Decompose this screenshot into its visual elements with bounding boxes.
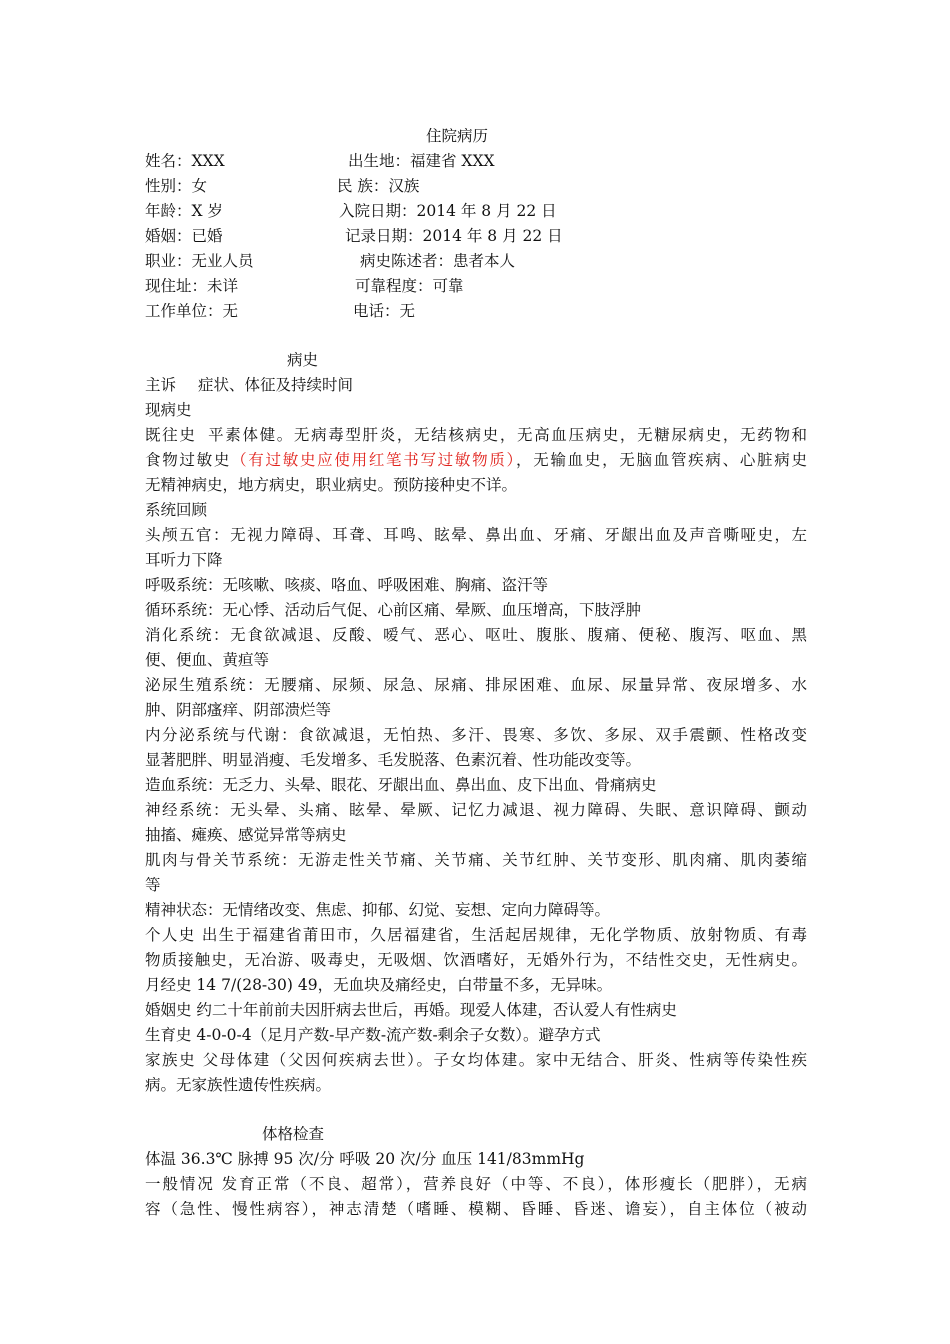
vital-signs: 体温 36.3℃ 脉搏 95 次/分 呼吸 20 次/分 血压 141/83mmHg: [145, 1150, 585, 1168]
document-title: 住院病历: [426, 127, 489, 145]
patient-marriage: 婚姻：已婚: [145, 227, 223, 245]
admission-date: 入院日期：2014 年 8 月 22 日: [339, 202, 557, 220]
present-illness-label: 现病史: [145, 401, 192, 419]
menstrual-history: 月经史 14 7/(28-30) 49，无血块及痛经史，白带量不多，无异味。: [145, 976, 613, 994]
family-history-line: 家族史 父母体建（父因何疾病去世）。子女均体建。家中无结合、肝炎、性病等传染性疾: [145, 1051, 807, 1069]
family-history-line: 病。无家族性遗传性疾病。: [145, 1076, 332, 1094]
past-history-line: [145, 423, 807, 448]
past-history-text: 食物过敏史: [145, 451, 232, 469]
general-condition-line: 容（急性、慢性病容），神志清楚（嗜睡、模糊、昏睡、昏迷、谵妄），自主体位（被动: [145, 1200, 807, 1218]
review-endocrine-line: 内分泌系统与代谢：食欲减退，无怕热、多汗、畏寒、多饮、多尿、双手震颤、性格改变: [145, 726, 807, 744]
patient-sex: 性别：女: [145, 177, 208, 195]
general-condition-line: 一般情况 发育正常（不良、超常），营养良好（中等、不良），体形瘦长（肥胖），无病: [145, 1175, 807, 1193]
reproductive-history: 生育史 4-0-0-4（足月产数-早产数-流产数-剩余子女数）。避孕方式: [145, 1026, 601, 1044]
record-date: 记录日期：2014 年 8 月 22 日: [345, 227, 563, 245]
review-hematopoietic: 造血系统：无乏力、头晕、眼花、牙龈出血、鼻出血、皮下出血、骨痛病史: [145, 776, 657, 794]
review-musculoskeletal-line: 等: [145, 876, 161, 894]
review-mental: 精神状态：无情绪改变、焦虑、抑郁、幻觉、妄想、定向力障碍等。: [145, 901, 611, 919]
chief-complaint: [145, 373, 807, 398]
patient-workplace: 工作单位：无: [145, 302, 239, 320]
review-digestive-line: 便、便血、黄疸等: [145, 651, 270, 669]
chief-complaint-label: 主诉: [145, 376, 177, 394]
review-musculoskeletal-line: 肌肉与骨关节系统：无游走性关节痛、关节痛、关节红肿、关节变形、肌肉痛、肌肉萎缩: [145, 851, 807, 869]
past-history-label: 既往史: [145, 426, 197, 444]
patient-address: 现住址：未详: [145, 277, 239, 295]
reliability: 可靠程度：可靠: [355, 277, 464, 295]
review-head-line: 耳听力下降: [145, 551, 223, 569]
review-neuro-line: 神经系统：无头晕、头痛、眩晕、晕厥、记忆力减退、视力障碍、失眠、意识障碍、颤动: [145, 801, 807, 819]
review-endocrine-line: 显著肥胖、明显消瘦、毛发增多、毛发脱落、色素沉着、性功能改变等。: [145, 751, 642, 769]
past-history-text: 平素体健。无病毒型肝炎，无结核病史，无高血压病史，无糖尿病史，无药物和: [206, 426, 807, 444]
review-urogenital-line: 肿、阴部瘙痒、阴部溃烂等: [145, 701, 332, 719]
past-history-line: 无精神病史，地方病史，职业病史。预防接种史不详。: [145, 476, 518, 494]
patient-phone: 电话：无: [353, 302, 416, 320]
review-head-line: 头颅五官：无视力障碍、耳聋、耳鸣、眩晕、鼻出血、牙痛、牙龈出血及声音嘶哑史，左: [145, 526, 807, 544]
past-history-text: ，无输血史，无脑血管疾病、心脏病史: [516, 451, 807, 469]
review-circulatory: 循环系统：无心悸、活动后气促、心前区痛、晕厥、血压增高，下肢浮肿: [145, 601, 642, 619]
personal-history-line: 个人史 出生于福建省莆田市，久居福建省，生活起居规律，无化学物质、放射物质、有毒: [145, 926, 807, 944]
personal-history-line: 物质接触史，无冶游、吸毒史，无吸烟、饮酒嗜好，无婚外行为，不结性交史，无性病史。: [145, 951, 807, 969]
patient-ethnicity: 民 族：汉族: [337, 177, 420, 195]
review-digestive-line: 消化系统：无食欲减退、反酸、嗳气、恶心、呕吐、腹胀、腹痛、便秘、腹泻、呕血、黑: [145, 626, 807, 644]
chief-complaint-text: 症状、体征及持续时间: [198, 376, 354, 394]
history-informant: 病史陈述者：患者本人: [360, 252, 516, 270]
patient-birthplace: 出生地：福建省 XXX: [348, 152, 495, 170]
system-review-label: 系统回顾: [145, 501, 208, 519]
review-neuro-line: 抽搐、瘫痪、感觉异常等病史: [145, 826, 347, 844]
past-history-line: [145, 448, 807, 473]
review-urogenital-line: 泌尿生殖系统：无腰痛、尿频、尿急、尿痛、排尿困难、血尿、尿量异常、夜尿增多、水: [145, 676, 807, 694]
patient-age: 年龄：X 岁: [145, 202, 223, 220]
patient-name: 姓名：XXX: [145, 152, 225, 170]
review-respiratory: 呼吸系统：无咳嗽、咳痰、咯血、呼吸困难、胸痛、盗汗等: [145, 576, 549, 594]
patient-occupation: 职业：无业人员: [145, 252, 254, 270]
exam-heading: 体格检查: [262, 1125, 325, 1143]
allergy-note-red: （有过敏史应使用红笔书写过敏物质）: [231, 451, 517, 469]
marital-history: 婚姻史 约二十年前前夫因肝病去世后，再婚。现爱人体建，否认爱人有性病史: [145, 1001, 677, 1019]
history-heading: 病史: [287, 351, 319, 369]
